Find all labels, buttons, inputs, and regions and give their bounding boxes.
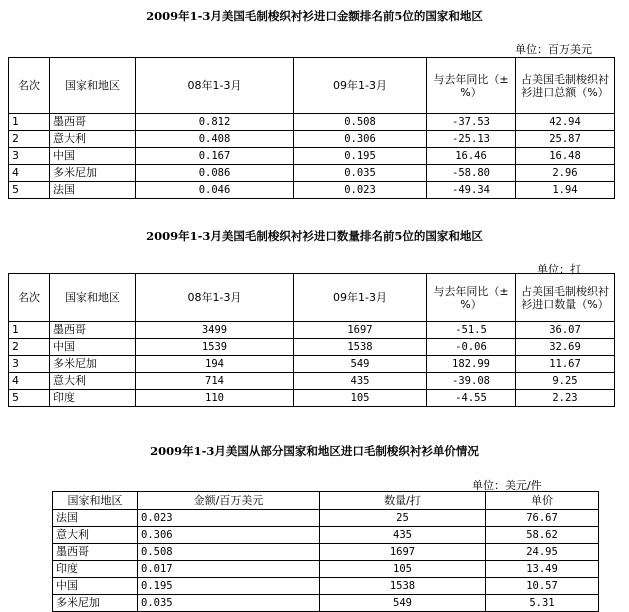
cell-qty: 105 <box>320 561 486 578</box>
cell-share: 1.94 <box>516 182 615 199</box>
cell-country: 多米尼加 <box>50 165 136 182</box>
cell-rank: 2 <box>9 339 50 356</box>
cell-price: 10.57 <box>486 578 599 595</box>
cell-08: 0.812 <box>136 114 294 131</box>
cell-09: 549 <box>294 356 427 373</box>
cell-09: 0.195 <box>294 148 427 165</box>
cell-share: 36.07 <box>516 322 615 339</box>
cell-rank: 5 <box>9 390 50 407</box>
table-row <box>53 578 599 595</box>
table-row <box>9 390 615 407</box>
cell-country: 意大利 <box>50 373 136 390</box>
cell-country: 墨西哥 <box>50 322 136 339</box>
cell-price: 76.67 <box>486 510 599 527</box>
cell-qty: 25 <box>320 510 486 527</box>
table-row <box>9 165 615 182</box>
cell-09: 0.023 <box>294 182 427 199</box>
cell-share: 32.69 <box>516 339 615 356</box>
cell-country: 多米尼加 <box>53 595 138 612</box>
cell-country: 中国 <box>50 339 136 356</box>
header-qty: 数量/打 <box>320 492 486 510</box>
table2-unit: 单位：打 <box>537 263 581 276</box>
cell-amount: 0.017 <box>138 561 320 578</box>
cell-share: 9.25 <box>516 373 615 390</box>
cell-08: 110 <box>136 390 294 407</box>
header-share: 占美国毛制梭织衬衫进口数量（%） <box>516 274 615 322</box>
cell-price: 24.95 <box>486 544 599 561</box>
table3-title: 2009年1-3月美国从部分国家和地区进口毛制梭织衬衫单价情况 <box>150 444 479 458</box>
header-country: 国家和地区 <box>50 274 136 322</box>
header-rank: 名次 <box>9 58 50 114</box>
cell-rank: 2 <box>9 131 50 148</box>
cell-qty: 1538 <box>320 578 486 595</box>
header-amount: 金额/百万美元 <box>138 492 320 510</box>
cell-country: 墨西哥 <box>53 544 138 561</box>
cell-country: 印度 <box>53 561 138 578</box>
cell-rank: 4 <box>9 165 50 182</box>
header-country: 国家和地区 <box>53 492 138 510</box>
cell-share: 2.23 <box>516 390 615 407</box>
cell-rank: 1 <box>9 114 50 131</box>
table-row <box>53 510 599 527</box>
cell-08: 714 <box>136 373 294 390</box>
cell-09: 1538 <box>294 339 427 356</box>
cell-share: 25.87 <box>516 131 615 148</box>
cell-amount: 0.306 <box>138 527 320 544</box>
table3-unit: 单位：美元/件 <box>472 479 542 492</box>
unit-price-table <box>52 491 599 612</box>
cell-yoy: -51.5 <box>427 322 516 339</box>
cell-09: 435 <box>294 373 427 390</box>
table-row <box>9 148 615 165</box>
header-rank: 名次 <box>9 274 50 322</box>
header-yoy: 与去年同比（±%） <box>427 274 516 322</box>
cell-yoy: -25.13 <box>427 131 516 148</box>
header-09: 09年1-3月 <box>294 58 427 114</box>
cell-rank: 4 <box>9 373 50 390</box>
cell-qty: 435 <box>320 527 486 544</box>
table-row <box>9 131 615 148</box>
cell-country: 墨西哥 <box>50 114 136 131</box>
cell-yoy: -0.06 <box>427 339 516 356</box>
table-header-row <box>9 58 615 114</box>
cell-yoy: -37.53 <box>427 114 516 131</box>
cell-country: 中国 <box>53 578 138 595</box>
table-header-row <box>9 274 615 322</box>
table-row <box>9 182 615 199</box>
cell-08: 0.086 <box>136 165 294 182</box>
cell-09: 1697 <box>294 322 427 339</box>
cell-share: 16.48 <box>516 148 615 165</box>
table-row <box>9 322 615 339</box>
cell-share: 11.67 <box>516 356 615 373</box>
cell-country: 中国 <box>50 148 136 165</box>
cell-08: 194 <box>136 356 294 373</box>
table-row <box>53 527 599 544</box>
cell-amount: 0.023 <box>138 510 320 527</box>
cell-rank: 1 <box>9 322 50 339</box>
cell-08: 0.408 <box>136 131 294 148</box>
cell-price: 58.62 <box>486 527 599 544</box>
cell-09: 0.508 <box>294 114 427 131</box>
cell-08: 3499 <box>136 322 294 339</box>
cell-rank: 3 <box>9 148 50 165</box>
header-08: 08年1-3月 <box>136 274 294 322</box>
table1-title: 2009年1-3月美国毛制梭织衬衫进口金额排名前5位的国家和地区 <box>146 9 483 23</box>
table-row <box>53 561 599 578</box>
cell-09: 0.035 <box>294 165 427 182</box>
header-country: 国家和地区 <box>50 58 136 114</box>
cell-yoy: -39.08 <box>427 373 516 390</box>
table-row <box>53 595 599 612</box>
cell-country: 法国 <box>53 510 138 527</box>
cell-08: 1539 <box>136 339 294 356</box>
cell-country: 多米尼加 <box>50 356 136 373</box>
table2-title: 2009年1-3月美国毛制梭织衬衫进口数量排名前5位的国家和地区 <box>146 229 483 243</box>
cell-amount: 0.035 <box>138 595 320 612</box>
cell-qty: 549 <box>320 595 486 612</box>
cell-price: 5.31 <box>486 595 599 612</box>
cell-08: 0.046 <box>136 182 294 199</box>
table1-unit: 单位：百万美元 <box>515 43 592 56</box>
cell-price: 13.49 <box>486 561 599 578</box>
cell-rank: 3 <box>9 356 50 373</box>
cell-country: 意大利 <box>50 131 136 148</box>
table-row <box>9 356 615 373</box>
header-share: 占美国毛制梭织衬衫进口总额（%） <box>516 58 615 114</box>
cell-rank: 5 <box>9 182 50 199</box>
cell-country: 印度 <box>50 390 136 407</box>
cell-share: 42.94 <box>516 114 615 131</box>
table-row <box>9 373 615 390</box>
cell-yoy: 182.99 <box>427 356 516 373</box>
import-value-table <box>8 57 615 199</box>
header-yoy: 与去年同比（±%） <box>427 58 516 114</box>
cell-09: 105 <box>294 390 427 407</box>
cell-country: 法国 <box>50 182 136 199</box>
import-quantity-table <box>8 273 615 407</box>
header-09: 09年1-3月 <box>294 274 427 322</box>
cell-yoy: -49.34 <box>427 182 516 199</box>
cell-yoy: 16.46 <box>427 148 516 165</box>
cell-qty: 1697 <box>320 544 486 561</box>
cell-yoy: -4.55 <box>427 390 516 407</box>
cell-amount: 0.508 <box>138 544 320 561</box>
table-row <box>53 544 599 561</box>
table-row <box>9 339 615 356</box>
table-row <box>9 114 615 131</box>
cell-08: 0.167 <box>136 148 294 165</box>
cell-09: 0.306 <box>294 131 427 148</box>
header-08: 08年1-3月 <box>136 58 294 114</box>
cell-yoy: -58.80 <box>427 165 516 182</box>
cell-share: 2.96 <box>516 165 615 182</box>
cell-country: 意大利 <box>53 527 138 544</box>
cell-amount: 0.195 <box>138 578 320 595</box>
header-price: 单价 <box>486 492 599 510</box>
table-header-row <box>53 492 599 510</box>
